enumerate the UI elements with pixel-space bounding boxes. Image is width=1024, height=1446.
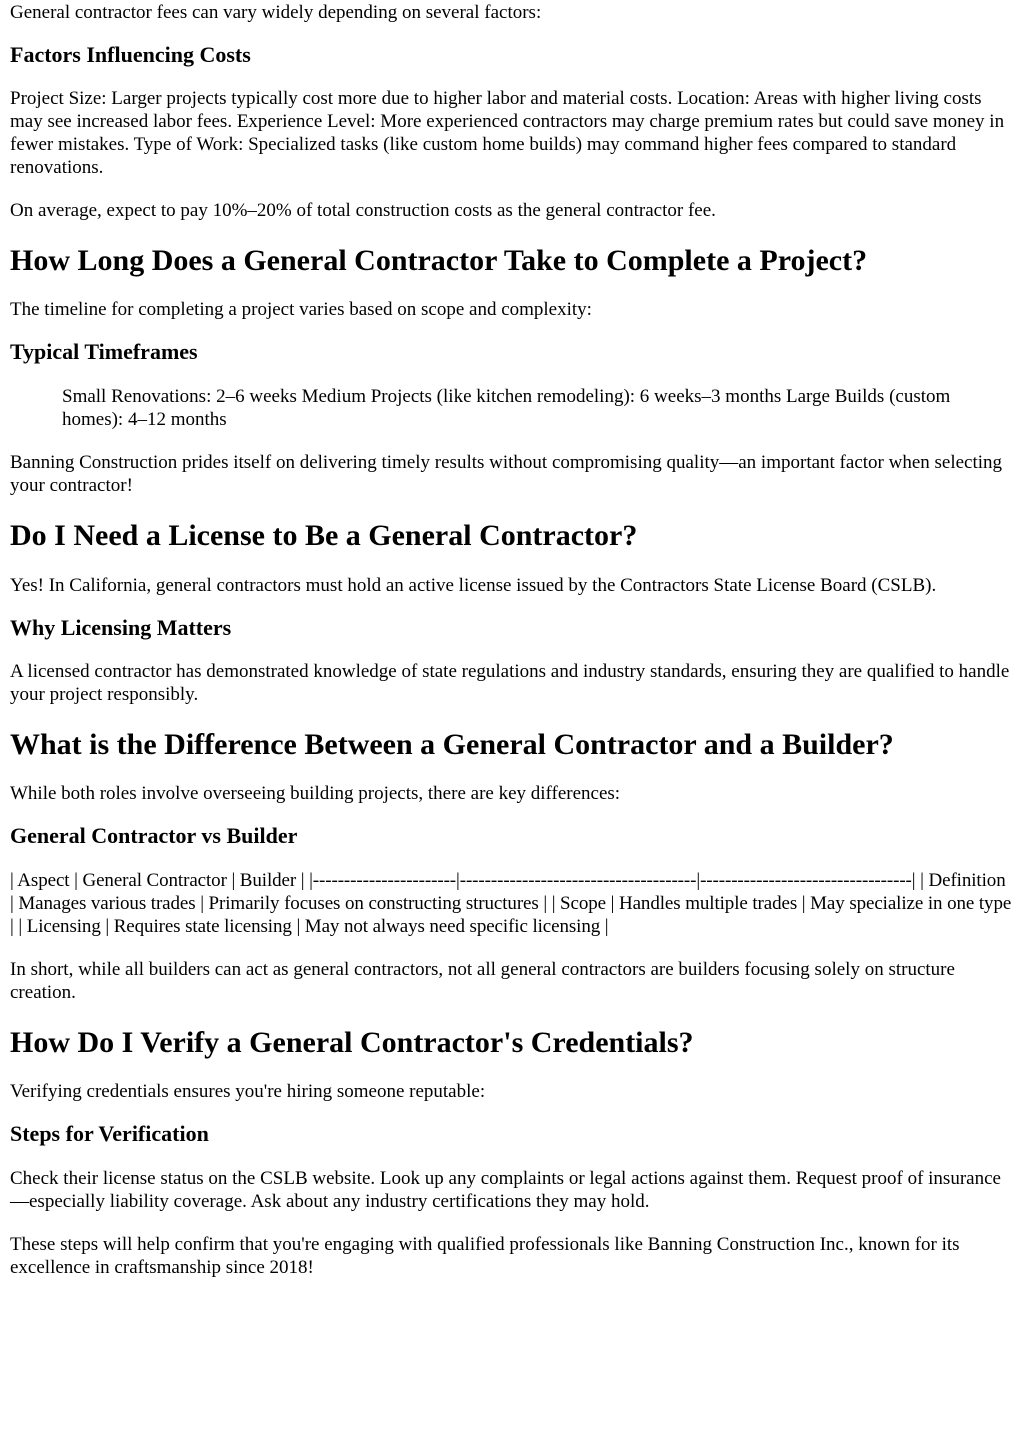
article-body xyxy=(10,0,1012,1279)
timeline-closing-paragraph: Banning Construction prides itself on delivering timely results without compromising quality—an important factor when selecting your contractor! xyxy=(10,452,1003,496)
timeline-heading: How Long Does a General Contractor Take to Complete a Project? xyxy=(10,244,868,277)
timeframes-heading: Typical Timeframes xyxy=(10,339,198,364)
verify-closing-paragraph: These steps will help confirm that you're engaging with qualified professionals like Banning Construction Inc., known for its excellence in craftsmanship since 2018! xyxy=(10,1234,960,1278)
difference-closing-paragraph: In short, while all builders can act as general contractors, not all general contractors are builders focusing solely on structure creation. xyxy=(10,959,955,1003)
timeline-intro-paragraph: The timeline for completing a project varies based on scope and complexity: xyxy=(10,299,592,320)
factors-heading: Factors Influencing Costs xyxy=(10,42,251,67)
factors-paragraph: Project Size: Larger projects typically cost more due to higher labor and material costs. Location: Areas with higher living costs may see increased labor fees. Experience Level: More experienced contractors may charge premium rates but could save money in fewer mistakes. Type of Work: Specialized tasks (like custom home builds) may command higher fees compared to standard renovations. xyxy=(10,88,1005,178)
licensing-detail-paragraph: A licensed contractor has demonstrated knowledge of state regulations and industry standards, ensuring they are qualified to handle your project responsibly. xyxy=(10,661,1010,705)
difference-intro-paragraph: While both roles involve overseeing building projects, there are key differences: xyxy=(10,783,621,804)
comparison-table-text: | Aspect | General Contractor | Builder | |-----------------------|--------------------------------------|----------------------------------| | Definition | Manages various trades | Primarily focuses on constructing structures | | Scope | Handles multiple trades | May specialize in one type | | Licensing | Requires state licensing | May not always need specific licensing | xyxy=(10,870,1012,937)
timeframes-blockquote: Small Renovations: 2–6 weeks Medium Projects (like kitchen remodeling): 6 weeks–3 months Large Builds (custom homes): 4–12 months xyxy=(62,386,951,430)
comparison-heading: General Contractor vs Builder xyxy=(10,823,298,848)
average-fee-paragraph: On average, expect to pay 10%–20% of total construction costs as the general contractor fee. xyxy=(10,200,716,221)
intro-paragraph: General contractor fees can vary widely depending on several factors: xyxy=(10,2,542,23)
verify-intro-paragraph: Verifying credentials ensures you're hiring someone reputable: xyxy=(10,1081,486,1102)
licensing-matters-heading: Why Licensing Matters xyxy=(10,615,232,640)
verify-heading: How Do I Verify a General Contractor's Credentials? xyxy=(10,1026,694,1059)
verification-steps-paragraph: Check their license status on the CSLB website. Look up any complaints or legal actions against them. Request proof of insurance—especially liability coverage. Ask about any industry certifications they may hold. xyxy=(10,1168,1001,1212)
license-heading: Do I Need a License to Be a General Contractor? xyxy=(10,519,638,552)
difference-heading: What is the Difference Between a General Contractor and a Builder? xyxy=(10,728,894,761)
verification-steps-heading: Steps for Verification xyxy=(10,1121,209,1146)
license-paragraph: Yes! In California, general contractors must hold an active license issued by the Contractors State License Board (CSLB). xyxy=(10,575,937,596)
